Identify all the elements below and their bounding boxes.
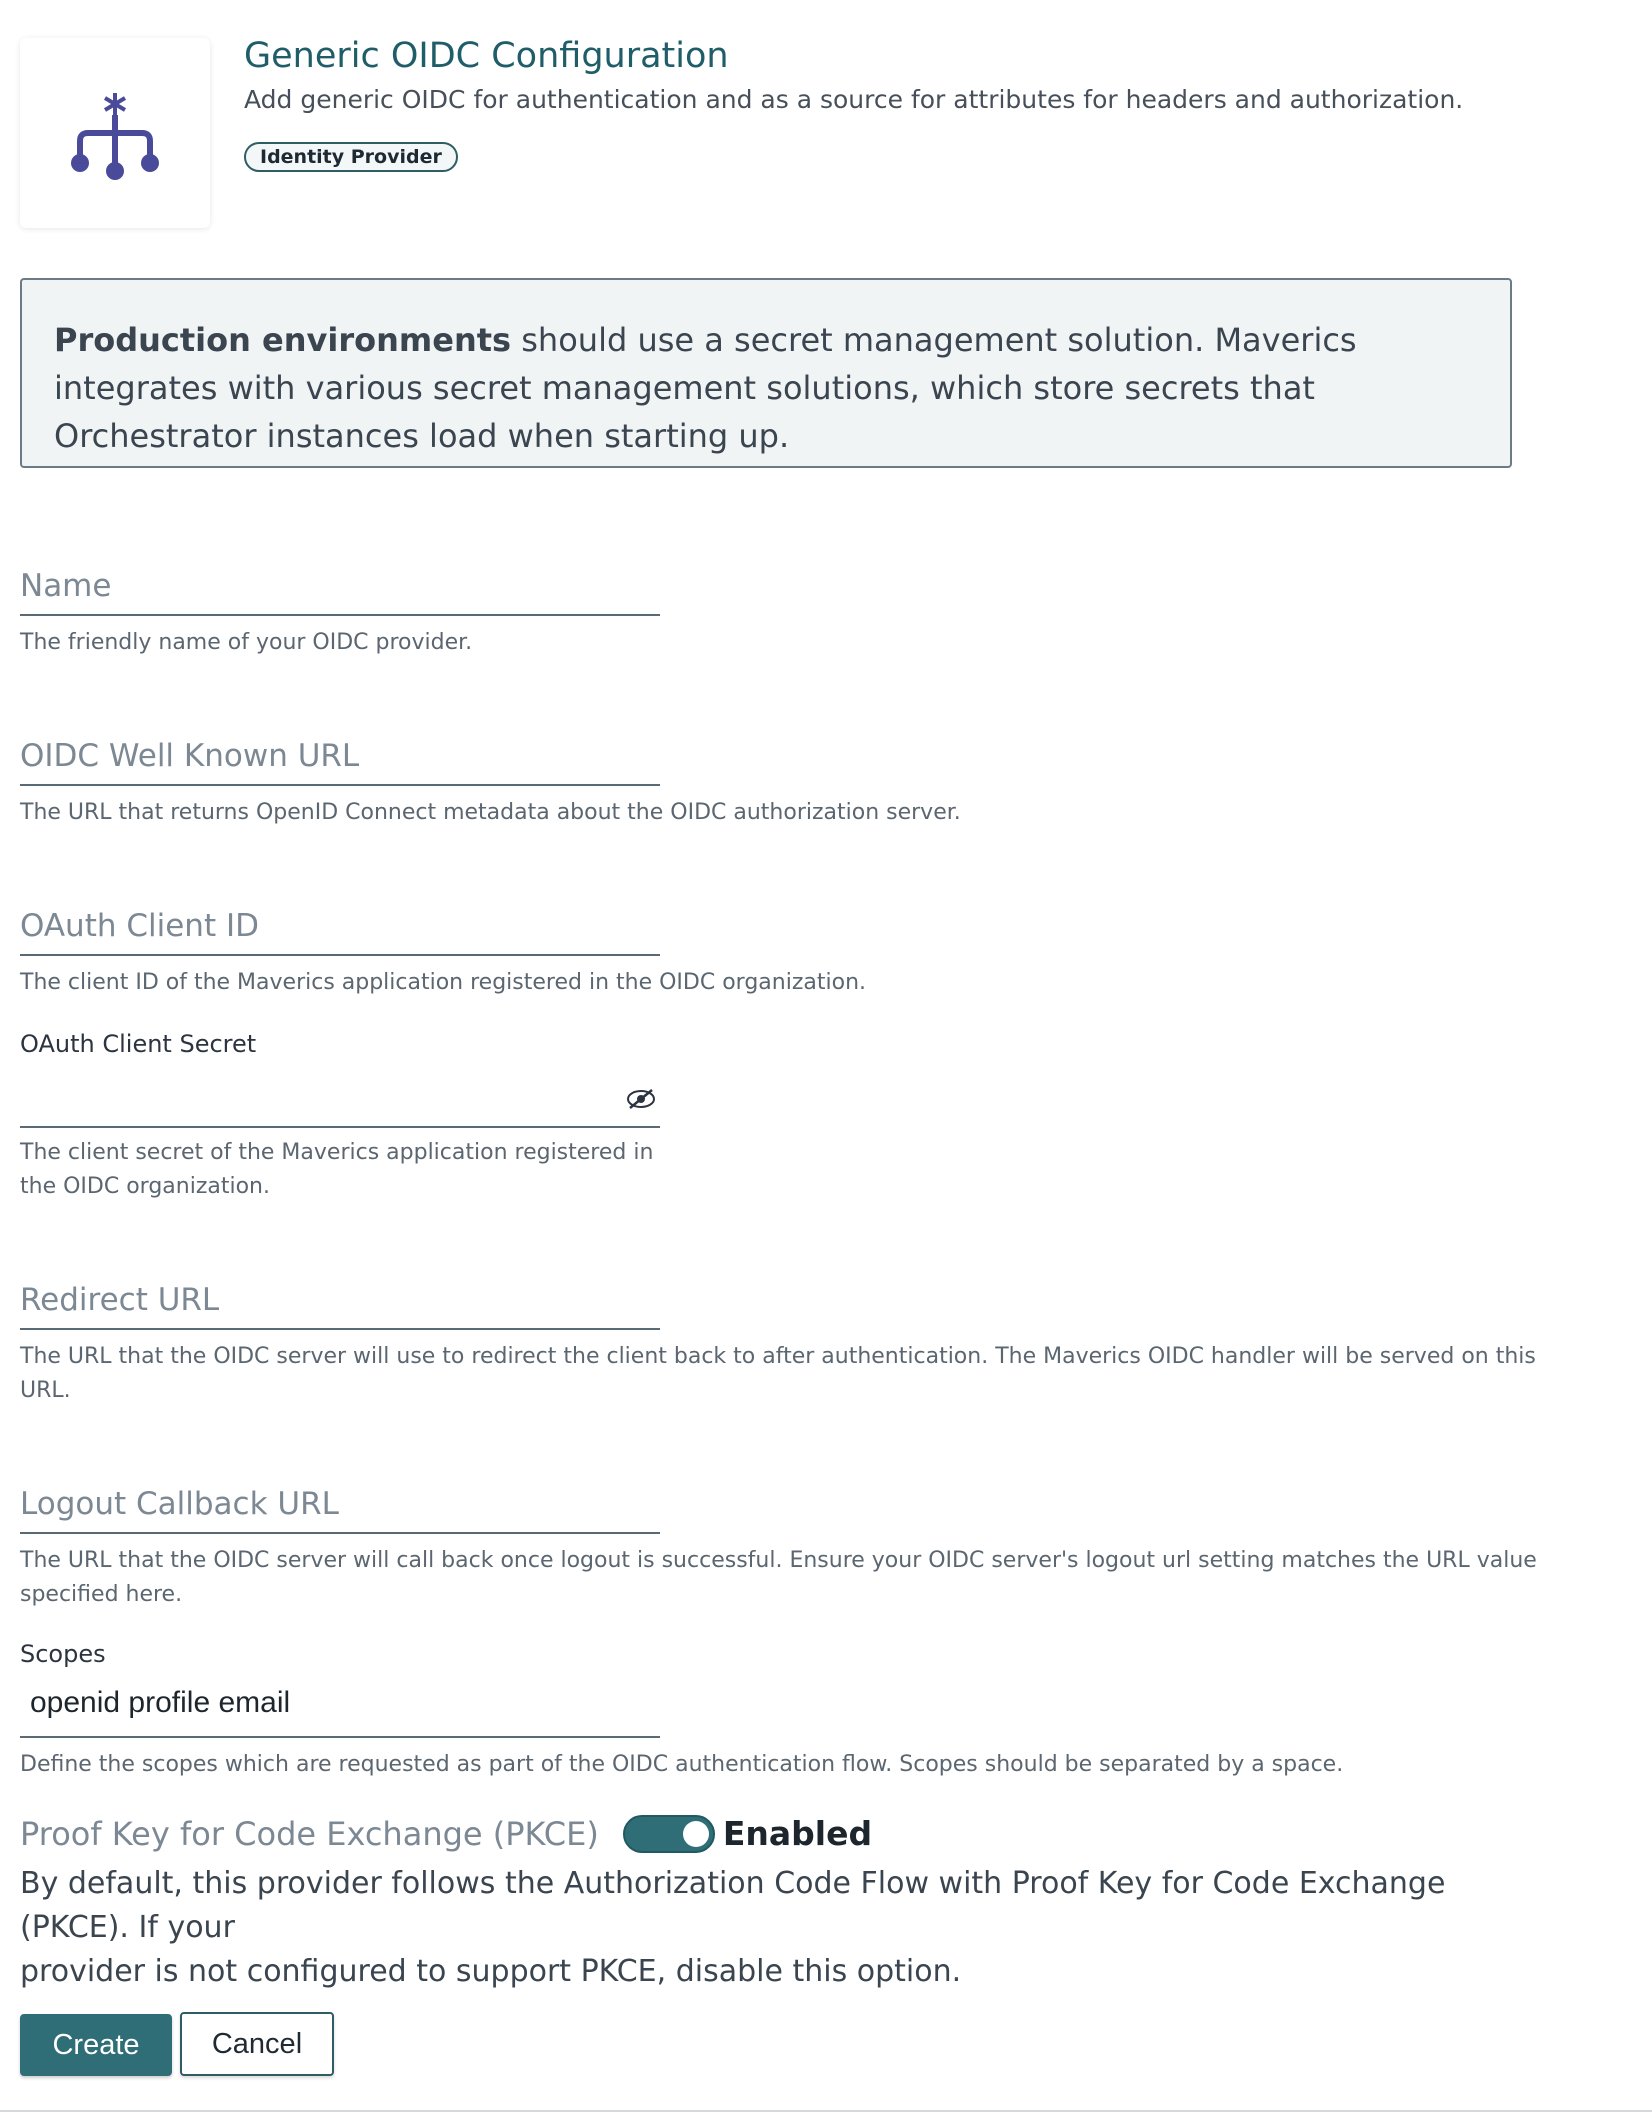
page-subtitle: Add generic OIDC for authentication and as a source for attributes for headers and authorization. — [244, 85, 1464, 114]
secret-management-notice — [20, 278, 1512, 468]
pkce-label: Proof Key for Code Exchange (PKCE) — [20, 1814, 599, 1853]
page-root — [20, 0, 1580, 2061]
cancel-button[interactable]: Cancel — [180, 2012, 334, 2076]
pkce-description-line1: By default, this provider follows the Authorization Code Flow with Proof Key for Code Exchange (PKCE). If your — [20, 1866, 1446, 1945]
name-field[interactable] — [20, 562, 660, 616]
client-id-field[interactable] — [20, 902, 660, 956]
logout-callback-input[interactable]: Logout Callback URL — [20, 1480, 660, 1534]
pkce-description-line2: provider is not configured to support PKCE, disable this option. — [20, 1954, 962, 1989]
oidc-network-icon — [60, 83, 170, 183]
client-secret-help — [20, 1136, 653, 1204]
client-id-help: The client ID of the Maverics application registered in the OIDC organization. — [20, 970, 867, 995]
well-known-url-field[interactable] — [20, 732, 660, 786]
scopes-label: Scopes — [20, 1640, 106, 1668]
well-known-url-input[interactable]: OIDC Well Known URL — [20, 732, 660, 786]
page-title: Generic OIDC Configuration — [244, 36, 729, 76]
pkce-row — [20, 1814, 872, 1853]
eye-slash-icon[interactable] — [626, 1088, 656, 1110]
logout-callback-field[interactable] — [20, 1480, 660, 1534]
redirect-url-help-line2: URL. — [20, 1378, 71, 1403]
create-button[interactable]: Create — [20, 2014, 172, 2076]
client-secret-help-line1: The client secret of the Maverics application registered in — [20, 1140, 654, 1165]
header-text — [244, 34, 1463, 172]
name-help: The friendly name of your OIDC provider. — [20, 630, 473, 655]
client-secret-input[interactable] — [20, 1066, 660, 1126]
scopes-value: openid profile email — [30, 1686, 291, 1719]
redirect-url-help — [20, 1340, 1536, 1408]
notice-text: should use a secret management solution. Maverics integrates with various secret management solutions, which store secrets that Orchestrator instances load when starting up. — [54, 321, 1357, 455]
scopes-input[interactable] — [20, 1682, 660, 1736]
redirect-url-help-line1: The URL that the OIDC server will use to redirect the client back to after authentication. The Maverics OIDC handler will be served on this — [20, 1344, 1536, 1369]
client-secret-label: OAuth Client Secret — [20, 1030, 257, 1058]
pkce-toggle-knob — [683, 1821, 709, 1847]
category-badge: Identity Provider — [244, 142, 458, 172]
client-secret-help-line2: the OIDC organization. — [20, 1174, 270, 1199]
pkce-toggle[interactable] — [623, 1815, 715, 1853]
pkce-state-label: Enabled — [722, 1814, 873, 1853]
header — [20, 0, 1580, 240]
redirect-url-field[interactable] — [20, 1276, 660, 1330]
client-id-input[interactable]: OAuth Client ID — [20, 902, 660, 956]
pkce-description — [20, 1862, 1520, 1994]
logout-callback-help-line1: The URL that the OIDC server will call back once logout is successful. Ensure your OIDC server's logout url setting matches the URL value — [20, 1548, 1537, 1573]
scopes-underline — [20, 1736, 660, 1738]
client-secret-underline — [20, 1126, 660, 1128]
logout-callback-help — [20, 1544, 1537, 1612]
name-input[interactable]: Name — [20, 562, 660, 616]
scopes-help: Define the scopes which are requested as part of the OIDC authentication flow. Scopes should be separated by a space. — [20, 1752, 1344, 1777]
logout-callback-help-line2: specified here. — [20, 1582, 183, 1607]
redirect-url-input[interactable]: Redirect URL — [20, 1276, 660, 1330]
well-known-url-help: The URL that returns OpenID Connect metadata about the OIDC authorization server. — [20, 800, 961, 825]
provider-logo-card — [20, 38, 210, 228]
notice-emphasis: Production environments — [54, 321, 512, 359]
